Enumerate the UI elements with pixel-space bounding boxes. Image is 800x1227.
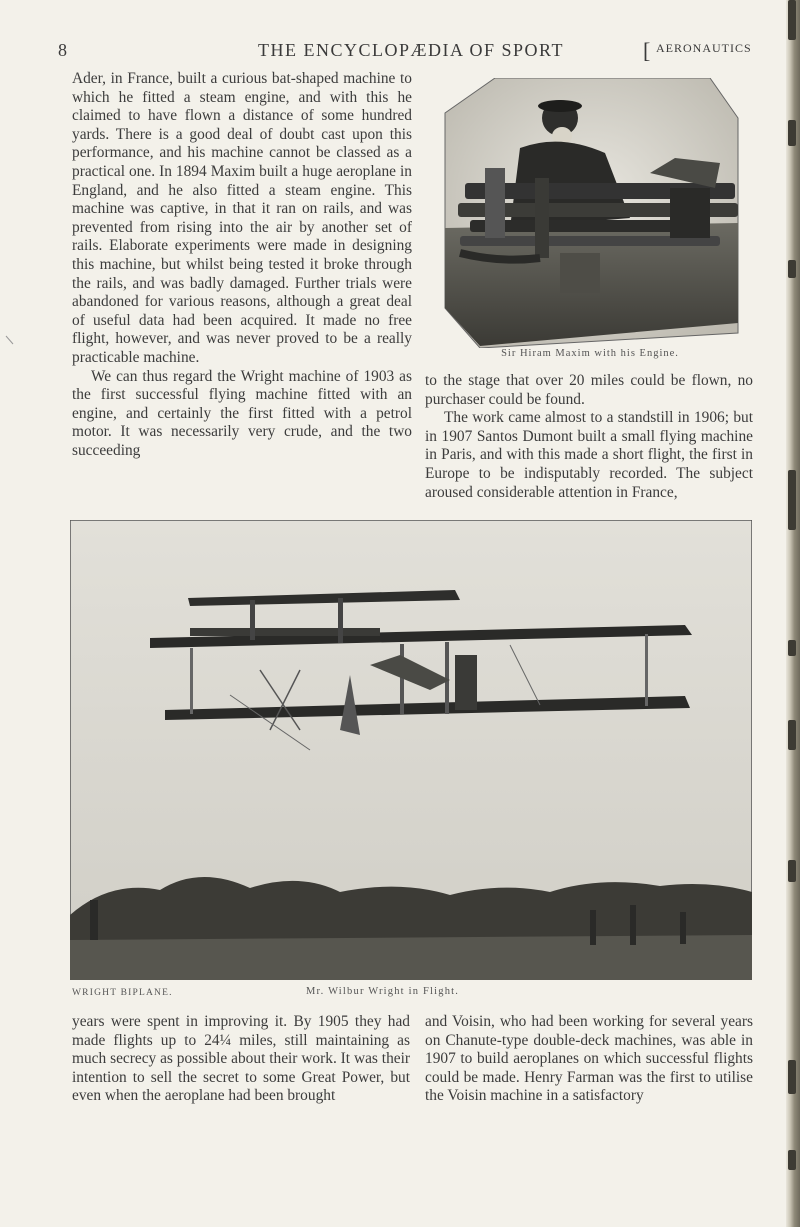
paragraph: and Voisin, who had been working for several years on Chanute-type double-deck machines, was able in 1907 to build aeroplanes on which successful flights could be made. Henry Farman was the first to utilise the Voisin machine in a satisfactory — [425, 1013, 753, 1105]
section-tag: AERONAUTICS — [656, 41, 752, 55]
text-column-right-top — [425, 372, 753, 502]
paragraph: Ader, in France, built a curious bat-shaped machine to which he fitted a steam engine, and with this he claimed to have flown a distance of some hundred yards. There is a good deal of doubt cast upon this performance, and his machine cannot be classed as a practical one. In 1894 Maxim built a huge aeroplane in England, and he also fitted a steam engine. This machine was captive, in that it ran on rails, and was prevented from rising into the air by another set of rails. Elaborate experiments were made in designing this machine, but whilst being tested it broke through the rails, and was badly damaged. Further trials were abandoned for various reasons, although a great deal of useful data had been acquired. It made no free flight, however, and was never proved to be a really practicable machine. — [72, 70, 412, 366]
section-bracket: [ — [643, 38, 651, 63]
figure-maxim-engine — [440, 78, 740, 348]
paragraph: to the stage that over 20 miles could be flown, no purchaser could be found. — [425, 372, 753, 408]
paragraph: We can thus regard the Wright machine of 1903 as the first successful flying machine fitted with an engine, and certainly the first fitted with a petrol motor. It was necessarily very crude, and the two succeeding — [72, 367, 412, 459]
engine-photo — [440, 78, 740, 348]
paragraph: years were spent in improving it. By 1905 they had made flights up to 24¼ miles, still maintaining as much secrecy as possible about their work. It was their intention to sell the secret to some Great Power, but even when the aeroplane had been brought — [72, 1013, 410, 1105]
figure-caption: Sir Hiram Maxim with his Engine. — [501, 348, 679, 359]
text-column-left-top — [72, 70, 412, 460]
paragraph: The work came almost to a standstill in 1906; but in 1907 Santos Dumont built a small flying machine in Paris, and with this made a short flight, the first in Europe to be indisputably recorded. The subject aroused considerable attention in France, — [425, 409, 753, 501]
running-header — [58, 40, 758, 64]
figure-label: WRIGHT BIPLANE. — [72, 988, 173, 998]
page-edge-marks — [788, 0, 798, 1227]
pencil-mark-icon — [5, 335, 15, 345]
text-column-right-bottom — [425, 1013, 753, 1106]
figure-caption: Mr. Wilbur Wright in Flight. — [306, 986, 460, 997]
biplane-photo — [70, 520, 752, 980]
page-number: 8 — [58, 40, 67, 60]
figure-wright-biplane — [70, 520, 752, 980]
text-column-left-bottom — [72, 1013, 410, 1106]
running-title: THE ENCYCLOPÆDIA OF SPORT — [258, 40, 564, 60]
